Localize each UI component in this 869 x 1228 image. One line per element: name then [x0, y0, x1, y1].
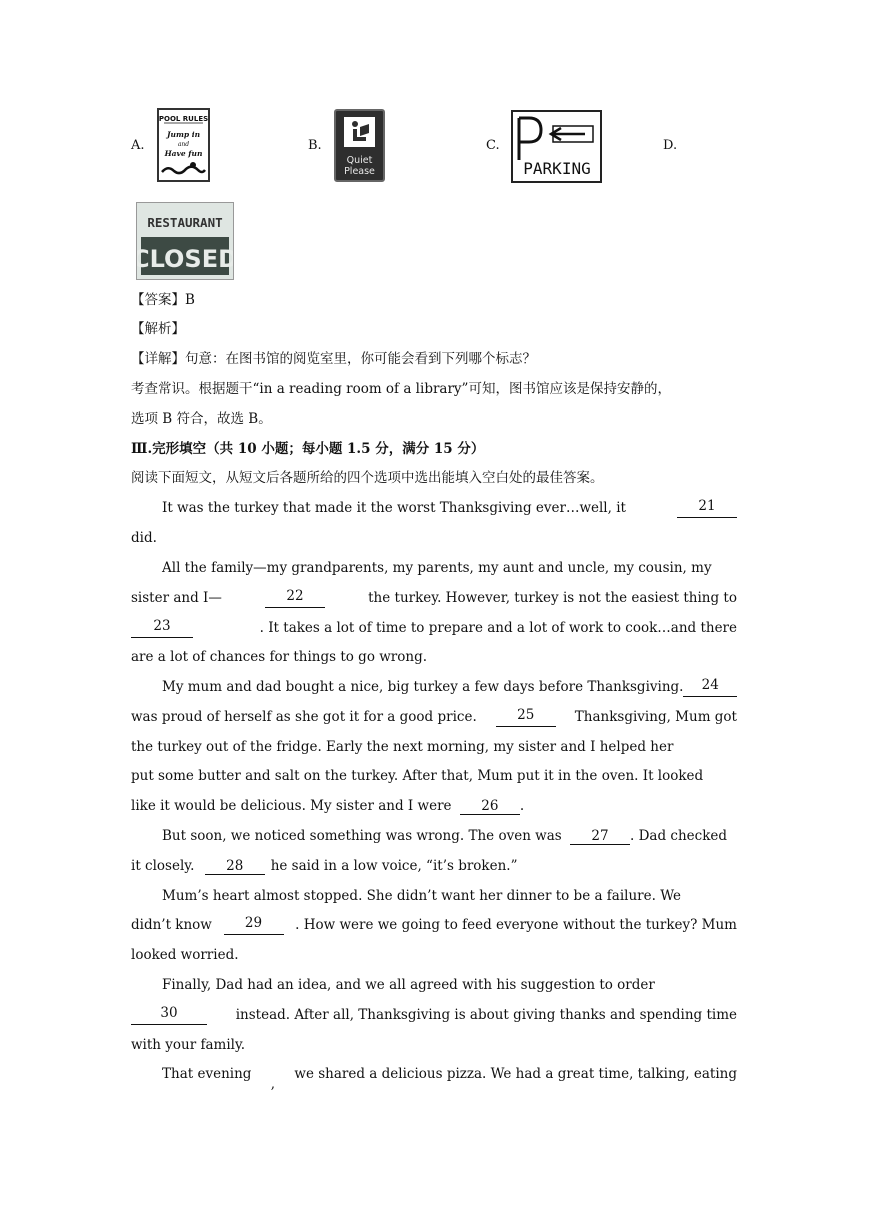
- passage-line: [162, 498, 737, 518]
- sign-d-bottom: CLOSED: [137, 245, 233, 273]
- passage-line: [162, 1064, 737, 1092]
- pool-rules-sign-graphic: [159, 110, 208, 180]
- passage-text: But soon, we noticed something was wrong. The oven was: [162, 828, 562, 844]
- passage-text: Thanksgiving, Mum got: [574, 709, 737, 725]
- restaurant-closed-sign: [136, 202, 234, 280]
- restaurant-closed-graphic: [137, 203, 233, 279]
- analysis-label: 【解析】: [131, 321, 185, 337]
- option-c-label: C.: [486, 138, 500, 153]
- sign-b-line2: Please: [344, 166, 375, 177]
- blank-25: 25: [496, 707, 556, 727]
- option-d-label: D.: [663, 138, 678, 153]
- passage-text: . Dad checked: [630, 828, 728, 844]
- blank-21: 21: [677, 498, 737, 518]
- passage-line: [162, 677, 737, 697]
- passage-text: It was the turkey that made it the worst Thanksgiving ever…well, it: [162, 500, 626, 516]
- passage-line: with your family.: [131, 1037, 246, 1053]
- blank-30: 30: [131, 1005, 207, 1025]
- option-b-label: B.: [308, 138, 322, 153]
- passage-text: we shared a delicious pizza. We had a great time, talking, eating: [294, 1066, 737, 1082]
- passage-text: .: [519, 798, 525, 814]
- sign-a-line2: and: [177, 141, 190, 148]
- passage-text: instead. After all, Thanksgiving is about giving thanks and spending time: [235, 1007, 737, 1023]
- parking-sign: [511, 110, 602, 183]
- option-a-label: A.: [131, 138, 145, 153]
- answer-label: 【答案】: [131, 292, 185, 308]
- passage-line: All the family—my grandparents, my parents, my aunt and uncle, my cousin, my: [162, 560, 712, 576]
- passage-text: it closely.: [131, 858, 195, 874]
- passage-line: [162, 826, 737, 846]
- passage-line: looked worried.: [131, 947, 239, 963]
- blank-28: 28: [205, 858, 265, 875]
- passage-text: sister and I—: [131, 590, 222, 606]
- passage-text: My mum and dad bought a nice, big turkey a few days before Thanksgiving.: [162, 679, 684, 695]
- passage-text: he said in a low voice, “it’s broken.”: [270, 858, 518, 874]
- section-instruction: 阅读下面短文，从短文后各题所给的四个选项中选出能填入空白处的最佳答案。: [131, 470, 604, 486]
- passage-text: . It takes a lot of time to prepare and a lot of work to cook…and there: [259, 620, 737, 636]
- passage-line: [131, 856, 737, 876]
- detail-label: 【详解】: [131, 351, 185, 367]
- blank-26: 26: [460, 798, 520, 815]
- passage-line: [131, 707, 737, 727]
- detail-line: [131, 349, 737, 369]
- passage-line: [131, 796, 737, 816]
- passage-line: the turkey out of the fridge. Early the next morning, my sister and I helped her: [131, 739, 674, 755]
- passage-line: [131, 915, 737, 935]
- passage-text: the turkey. However, turkey is not the easiest thing to: [368, 590, 737, 606]
- detail-text: 句意：在图书馆的阅览室里，你可能会看到下列哪个标志？: [185, 351, 536, 367]
- passage-text: like it would be delicious. My sister and I were: [131, 798, 452, 814]
- passage-text: didn’t know: [131, 917, 212, 933]
- sign-a-line1: Jump in: [166, 130, 201, 139]
- explanation-line-2: 选项 B 符合，故选 B。: [131, 411, 272, 427]
- section-title: Ⅲ.完形填空（共 10 小题；每小题 1.5 分，满分 15 分）: [131, 441, 485, 457]
- passage-text: . How were we going to feed everyone without the turkey? Mum: [295, 917, 737, 933]
- blank-22: 22: [265, 588, 325, 608]
- passage-line: Finally, Dad had an idea, and we all agreed with his suggestion to order: [162, 977, 655, 993]
- blank-27: 27: [570, 828, 630, 845]
- passage-text: was proud of herself as she got it for a good price.: [131, 709, 477, 725]
- parking-arrow-graphic: [513, 112, 600, 181]
- sign-d-top: RESTAURANT: [147, 215, 223, 230]
- passage-line: Mum’s heart almost stopped. She didn’t want her dinner to be a failure. We: [162, 888, 681, 904]
- passage-line: put some butter and salt on the turkey. After that, Mum put it in the oven. It looked: [131, 768, 704, 784]
- passage-text: That evening: [162, 1066, 252, 1082]
- passage-line: [131, 618, 737, 638]
- answer-value: B: [185, 292, 195, 308]
- passage-line: are a lot of chances for things to go wrong.: [131, 649, 427, 665]
- passage-line: [131, 588, 737, 608]
- reading-person-icon: [336, 111, 383, 180]
- answer-line: [131, 290, 737, 310]
- blank-29: 29: [224, 915, 284, 935]
- sign-c-text: PARKING: [523, 159, 591, 178]
- explanation-line-1: 考查常识。根据题干“in a reading room of a library”可知，图书馆应该是保持安静的，: [131, 381, 671, 397]
- sign-a-line3: Have fun: [164, 149, 203, 158]
- passage-line: [131, 1005, 737, 1025]
- pool-rules-sign: [157, 108, 210, 182]
- blank-23: 23: [131, 618, 193, 638]
- sign-b-line1: Quiet: [346, 155, 373, 166]
- passage-line: did.: [131, 530, 157, 546]
- quiet-please-sign: [334, 109, 385, 182]
- blank-24: 24: [683, 677, 737, 697]
- stray-comma: ,: [270, 1076, 276, 1092]
- sign-a-title: POOL RULES: [159, 115, 208, 123]
